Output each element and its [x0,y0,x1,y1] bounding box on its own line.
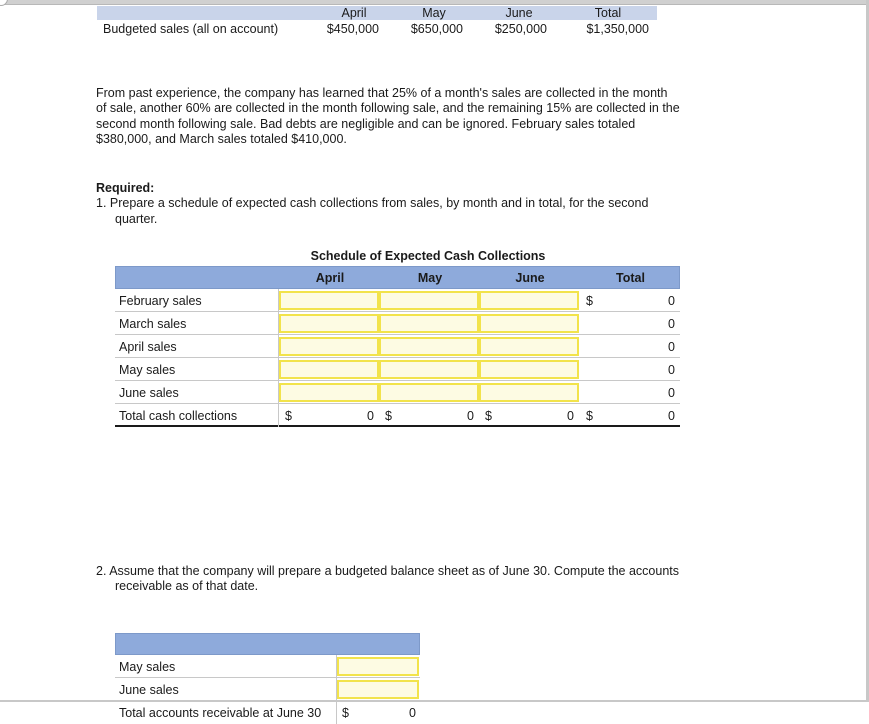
schedule-row-june [115,381,680,404]
total-february [580,289,680,312]
budget-value-april: $450,000 [326,22,379,36]
row-label: May sales [119,660,176,674]
input-april-april[interactable] [279,337,379,356]
budget-value-june: $250,000 [494,22,547,36]
question-2-text: 2. Assume that the company will prepare a budgeted balance sheet as of June 30. Compute the accounts [96,564,680,578]
input-may-april[interactable] [279,360,379,379]
total-value: 0 [668,386,675,400]
total-value: 0 [668,363,675,377]
dollar-sign: $ [485,409,492,423]
dollar-sign: $ [285,409,292,423]
row-label: Total cash collections [119,409,238,423]
total-april [580,335,680,358]
question-1-text: 1. Prepare a schedule of expected cash collections from sales, by month and in total, for the second [96,196,649,210]
total-value: 0 [668,409,675,423]
schedule-row-total [115,404,680,427]
budget-header-total: Total [594,6,622,20]
schedule-row-february [115,289,680,312]
schedule-col-total: Total [616,271,645,285]
collection-assumptions-line-3: second month following sale. Bad debts are negligible and can be ignored. February sales totaled [96,117,636,131]
input-june-june[interactable] [479,383,579,402]
total-collections-april [279,404,379,427]
budgeted-sales-table [97,6,657,40]
input-april-may[interactable] [379,337,479,356]
total-value: 0 [567,409,574,423]
input-april-june[interactable] [479,337,579,356]
row-label: February sales [119,294,202,308]
schedule-row-may [115,358,680,381]
total-value: 0 [409,706,416,720]
row-label: April sales [119,340,177,354]
collection-assumptions-line-2: of sale, another 60% are collected in the month following sale, and the remaining 15% are collected in the [96,101,680,115]
input-ar-may[interactable] [337,657,419,676]
dollar-sign: $ [586,294,593,308]
total-value: 0 [367,409,374,423]
ar-row-june [115,678,420,701]
row-label: June sales [119,386,179,400]
total-collections-may [379,404,479,427]
row-label: June sales [119,683,179,697]
question-2-text-cont: receivable as of that date. [115,579,259,593]
input-march-may[interactable] [379,314,479,333]
schedule-col-june: June [515,271,545,285]
input-march-june[interactable] [479,314,579,333]
dollar-sign: $ [586,409,593,423]
total-collections-total [580,404,680,427]
ar-row-may [115,655,420,678]
budget-header-april: April [341,6,367,20]
input-may-may[interactable] [379,360,479,379]
budget-value-may: $650,000 [410,22,463,36]
budget-header-may: May [422,6,446,20]
dollar-sign: $ [342,706,349,720]
budget-value-total: $1,350,000 [586,22,649,36]
input-february-april[interactable] [279,291,379,310]
total-value: 0 [467,409,474,423]
input-may-june[interactable] [479,360,579,379]
row-label: Total accounts receivable at June 30 [119,706,322,720]
input-june-april[interactable] [279,383,379,402]
schedule-col-april: April [315,271,345,285]
row-label: May sales [119,363,176,377]
schedule-row-march [115,312,680,335]
window-top-border [0,0,869,5]
schedule-col-may: May [417,271,443,285]
budget-header-june: June [505,6,533,20]
total-value: 0 [668,294,675,308]
input-ar-june[interactable] [337,680,419,699]
question-1-text-cont: quarter. [115,212,158,226]
required-heading: Required: [96,181,155,195]
input-february-june[interactable] [479,291,579,310]
total-collections-june [479,404,579,427]
ar-header-row [115,633,420,655]
total-value: 0 [668,340,675,354]
input-march-april[interactable] [279,314,379,333]
collection-assumptions-line-1: From past experience, the company has learned that 25% of a month's sales are collected in the month [96,86,668,100]
input-february-may[interactable] [379,291,479,310]
row-label: March sales [119,317,187,331]
schedule-title: Schedule of Expected Cash Collections [310,249,546,263]
budget-row-label: Budgeted sales (all on account) [103,22,279,36]
dollar-sign: $ [385,409,392,423]
total-june [580,381,680,404]
schedule-row-april [115,335,680,358]
divider [336,701,337,724]
collection-assumptions-line-4: $380,000, and March sales totaled $410,000. [96,132,347,146]
total-march [580,312,680,335]
ar-row-total [115,701,420,724]
total-value: 0 [668,317,675,331]
input-june-may[interactable] [379,383,479,402]
total-may [580,358,680,381]
schedule-header-row [115,266,680,289]
